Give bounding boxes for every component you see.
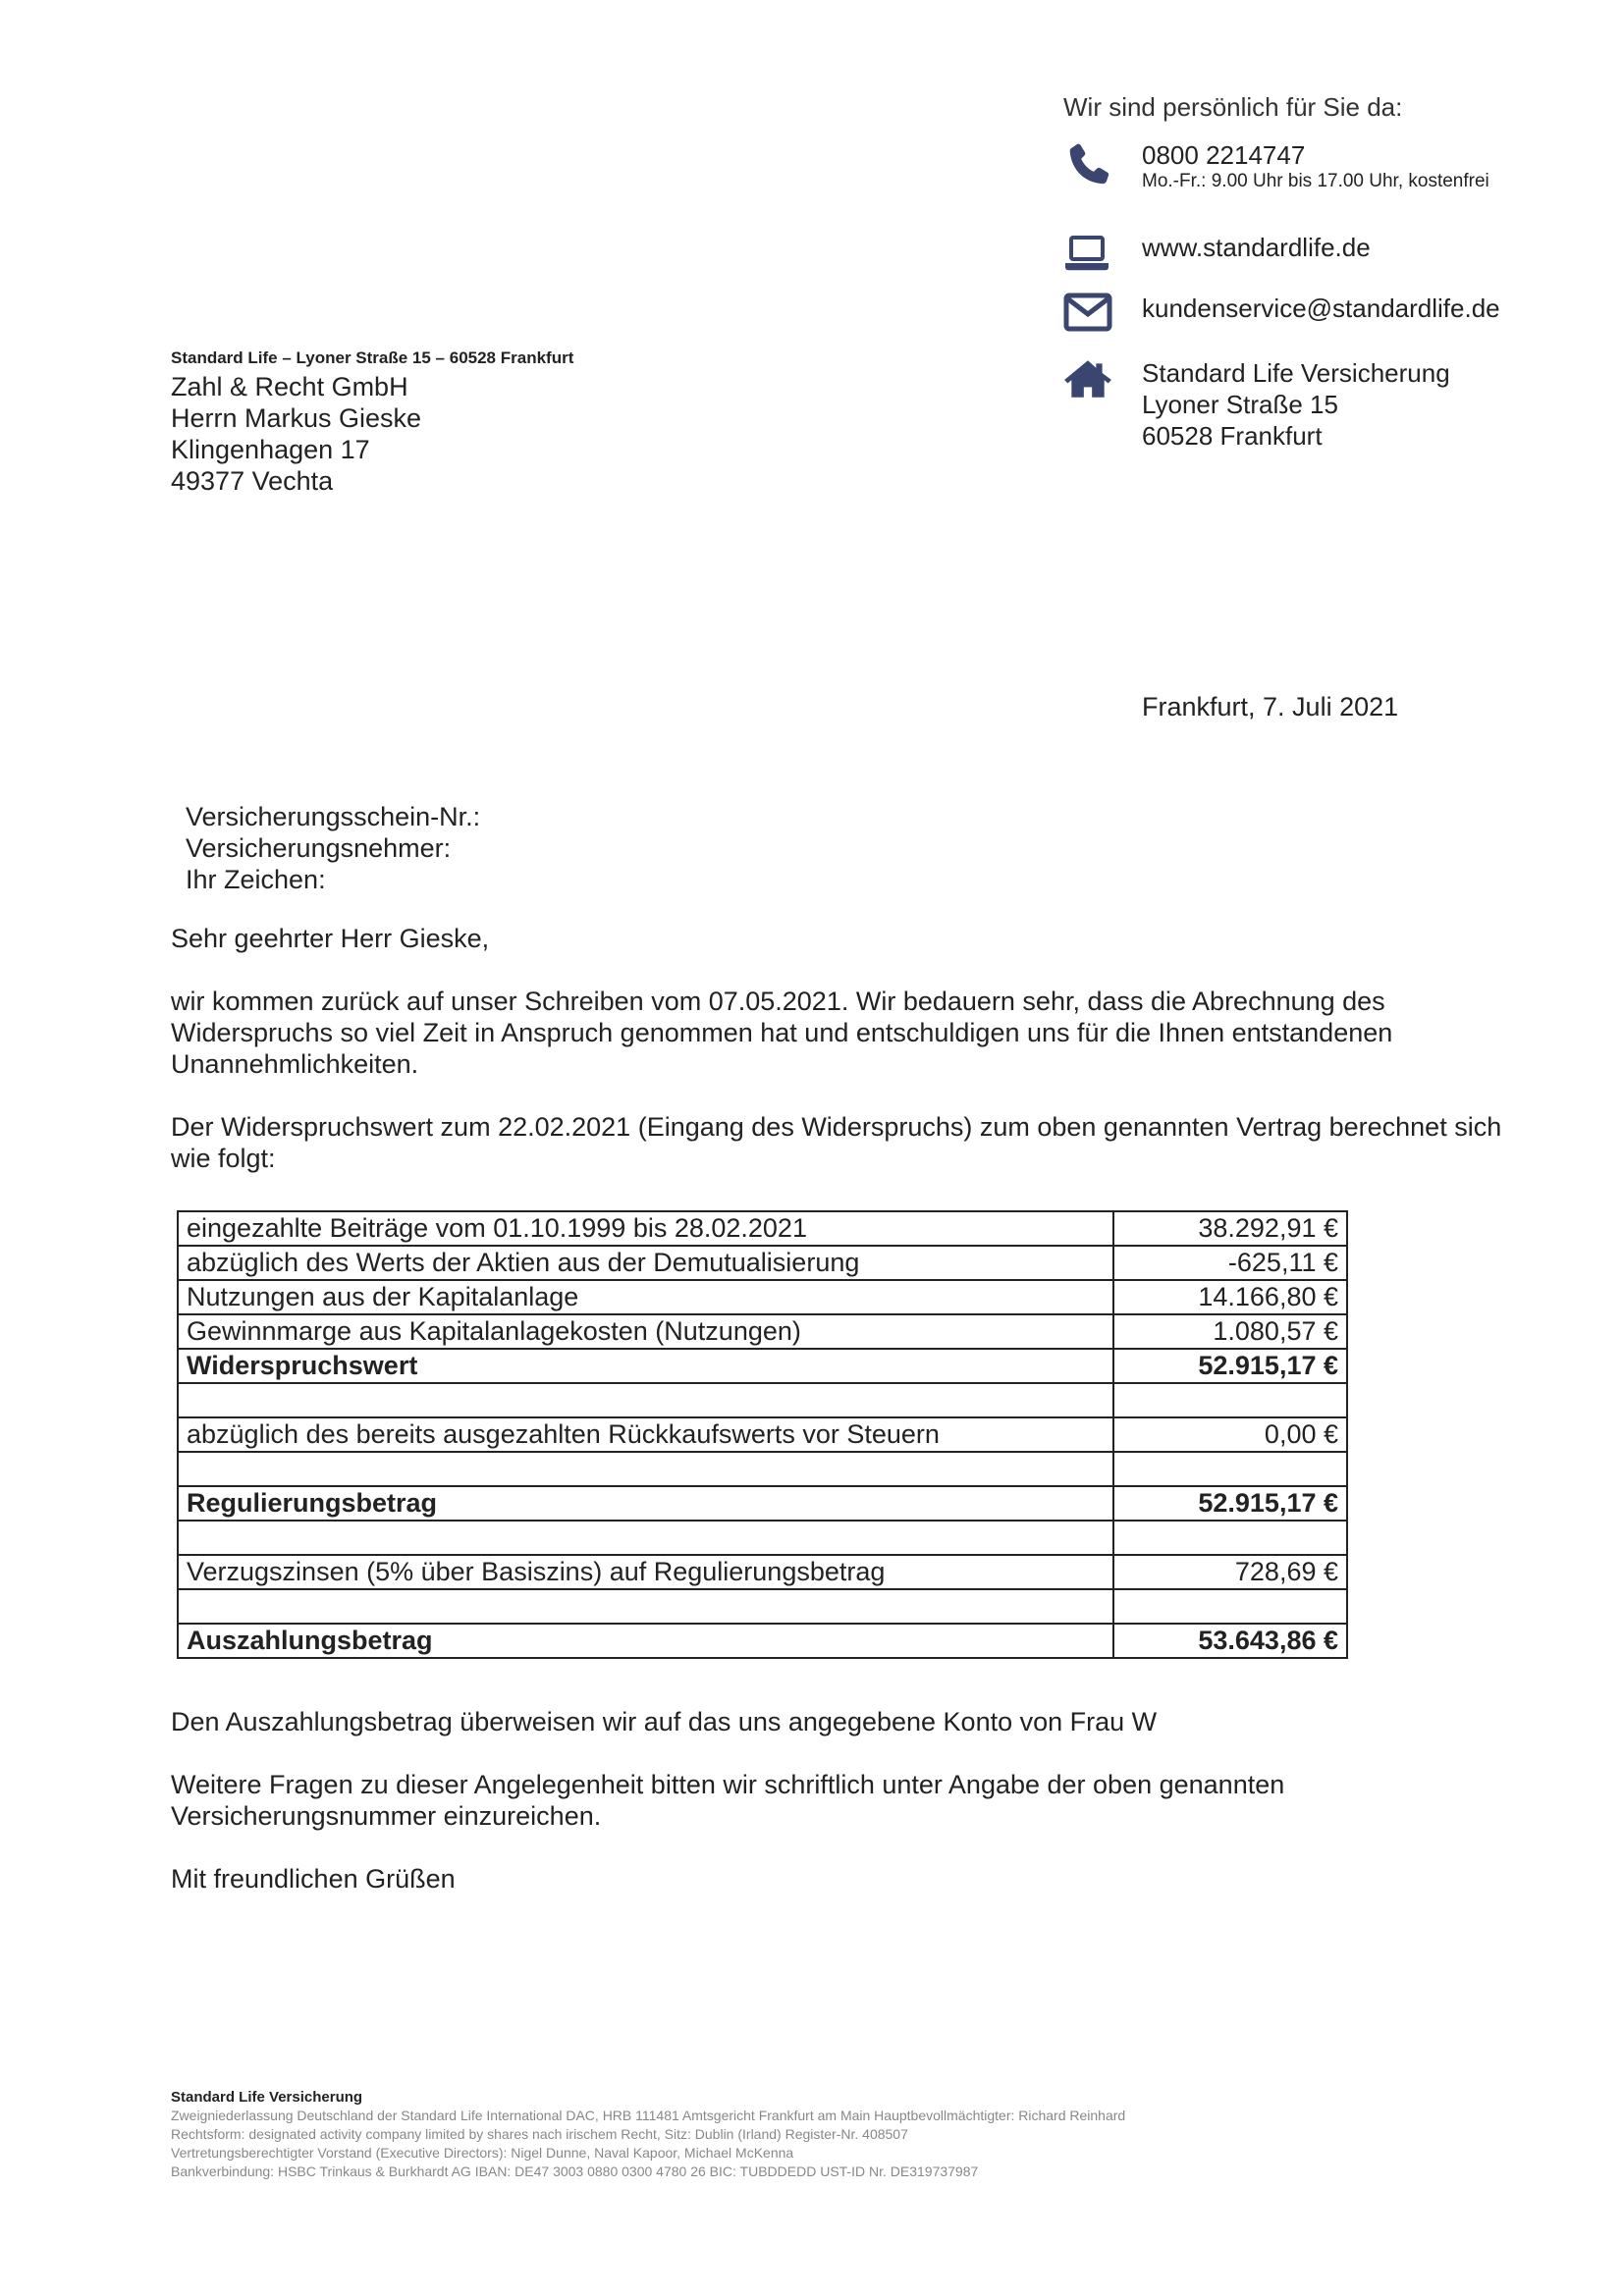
paragraph-calculation: Der Widerspruchswert zum 22.02.2021 (Eingang des Widerspruchs) zum oben genannten Vertrag berechnet sich wie folgt:	[171, 1112, 1502, 1173]
footer-line: Vertretungsberechtigter Vorstand (Executive Directors): Nigel Dunne, Naval Kapoor, Michael McKenna	[171, 2145, 794, 2161]
reference-line: Versicherungsnehmer:	[186, 833, 452, 863]
row-amount: 14.166,80 €	[1113, 1280, 1347, 1314]
paragraph-intro: wir kommen zurück auf unser Schreiben vom 07.05.2021. Wir bedauern sehr, dass die Abrechnung des Widerspruchs so viel Zeit in Anspruch genommen hat und entschuldigen uns für die Ihnen entstandenen Unannehmlichkeiten.	[171, 987, 1393, 1079]
email-link[interactable]: kundenservice@standardlife.de	[1142, 294, 1500, 323]
laptop-icon	[1063, 232, 1110, 275]
row-amount: -625,11 €	[1113, 1246, 1347, 1280]
table-row	[178, 1246, 1347, 1280]
website-link[interactable]: www.standardlife.de	[1142, 233, 1371, 262]
table-row	[178, 1555, 1347, 1589]
closing: Mit freundlichen Grüßen	[171, 1864, 456, 1894]
row-label: Verzugszinsen (5% über Basiszins) auf Regulierungsbetrag	[178, 1555, 1113, 1589]
row-amount: 53.643,86 €	[1113, 1624, 1347, 1658]
contact-phone-row	[1063, 139, 1574, 198]
row-label	[178, 1521, 1113, 1555]
row-label	[178, 1452, 1113, 1486]
reference-line: Versicherungsschein-Nr.:	[186, 802, 481, 831]
row-amount	[1113, 1521, 1347, 1555]
recipient-line: Zahl & Recht GmbH	[171, 372, 408, 401]
reference-block	[186, 801, 480, 895]
table-row	[178, 1349, 1347, 1383]
table-row	[178, 1486, 1347, 1521]
table-row	[178, 1452, 1347, 1486]
row-label	[178, 1589, 1113, 1624]
recipient-line: Klingenhagen 17	[171, 435, 370, 464]
row-amount: 52.915,17 €	[1113, 1486, 1347, 1521]
row-label: Regulierungsbetrag	[178, 1486, 1113, 1521]
table-row	[178, 1280, 1347, 1314]
row-amount	[1113, 1589, 1347, 1624]
row-amount: 1.080,57 €	[1113, 1314, 1347, 1349]
row-amount: 0,00 €	[1113, 1417, 1347, 1452]
table-row	[178, 1521, 1347, 1555]
table-row	[178, 1417, 1347, 1452]
table-row	[178, 1211, 1347, 1246]
contact-heading: Wir sind persönlich für Sie da:	[1063, 92, 1403, 122]
calculation-table	[177, 1210, 1348, 1659]
footer	[171, 2088, 1125, 2181]
footer-line: Rechtsform: designated activity company limited by shares nach irischem Recht, Sitz: Dublin (Irland) Register-Nr. 408507	[171, 2126, 908, 2142]
row-amount	[1113, 1452, 1347, 1486]
row-label: Widerspruchswert	[178, 1349, 1113, 1383]
phone-hours: Mo.-Fr.: 9.00 Uhr bis 17.00 Uhr, kostenfrei	[1142, 171, 1489, 191]
table-row	[178, 1314, 1347, 1349]
table-row	[178, 1624, 1347, 1658]
row-label: abzüglich des bereits ausgezahlten Rückkaufswerts vor Steuern	[178, 1417, 1113, 1452]
letter-date: Frankfurt, 7. Juli 2021	[1142, 692, 1399, 721]
row-label: Nutzungen aus der Kapitalanlage	[178, 1280, 1113, 1314]
home-icon	[1063, 357, 1112, 400]
row-amount	[1113, 1383, 1347, 1417]
contact-email-row	[1063, 293, 1574, 336]
row-amount: 52.915,17 €	[1113, 1349, 1347, 1383]
sender-return-address: Standard Life – Lyoner Straße 15 – 60528 Frankfurt	[171, 348, 574, 367]
company-address	[1142, 357, 1450, 452]
row-label: abzüglich des Werts der Aktien aus der Demutualisierung	[178, 1246, 1113, 1280]
row-label: Gewinnmarge aus Kapitalanlagekosten (Nutzungen)	[178, 1314, 1113, 1349]
paragraph-payout: Den Auszahlungsbetrag überweisen wir auf das uns angegebene Konto von Frau W	[171, 1707, 1158, 1736]
company-address-line: 60528 Frankfurt	[1142, 421, 1323, 451]
recipient-line: Herrn Markus Gieske	[171, 403, 422, 433]
row-label: eingezahlte Beiträge vom 01.10.1999 bis 28.02.2021	[178, 1211, 1113, 1246]
contact-website-row	[1063, 232, 1574, 275]
recipient-address	[171, 371, 421, 497]
footer-line: Zweigniederlassung Deutschland der Standard Life International DAC, HRB 111481 Amtsgericht Frankfurt am Main Hauptbevollmächtigter: Richard Reinhard	[171, 2108, 1126, 2123]
row-amount: 38.292,91 €	[1113, 1211, 1347, 1246]
table-row	[178, 1383, 1347, 1417]
phone-icon	[1063, 139, 1114, 190]
footer-title: Standard Life Versicherung	[171, 2089, 363, 2106]
paragraph-questions: Weitere Fragen zu dieser Angelegenheit bitten wir schriftlich unter Angabe der oben genannten Versicherungsnummer einzureichen.	[171, 1770, 1285, 1831]
company-address-line: Standard Life Versicherung	[1142, 358, 1450, 388]
table-row	[178, 1589, 1347, 1624]
salutation: Sehr geehrter Herr Gieske,	[171, 924, 490, 953]
row-label	[178, 1383, 1113, 1417]
phone-number[interactable]: 0800 2214747	[1142, 140, 1306, 170]
company-address-line: Lyoner Straße 15	[1142, 390, 1338, 419]
reference-line: Ihr Zeichen:	[186, 865, 326, 894]
contact-address-row	[1063, 357, 1574, 455]
footer-line: Bankverbindung: HSBC Trinkaus & Burkhardt AG IBAN: DE47 3003 0880 0300 4780 26 BIC: TUBDDEDD UST-ID Nr. DE319737987	[171, 2163, 979, 2179]
recipient-line: 49377 Vechta	[171, 466, 334, 496]
row-amount: 728,69 €	[1113, 1555, 1347, 1589]
envelope-icon	[1063, 293, 1112, 332]
row-label: Auszahlungsbetrag	[178, 1624, 1113, 1658]
